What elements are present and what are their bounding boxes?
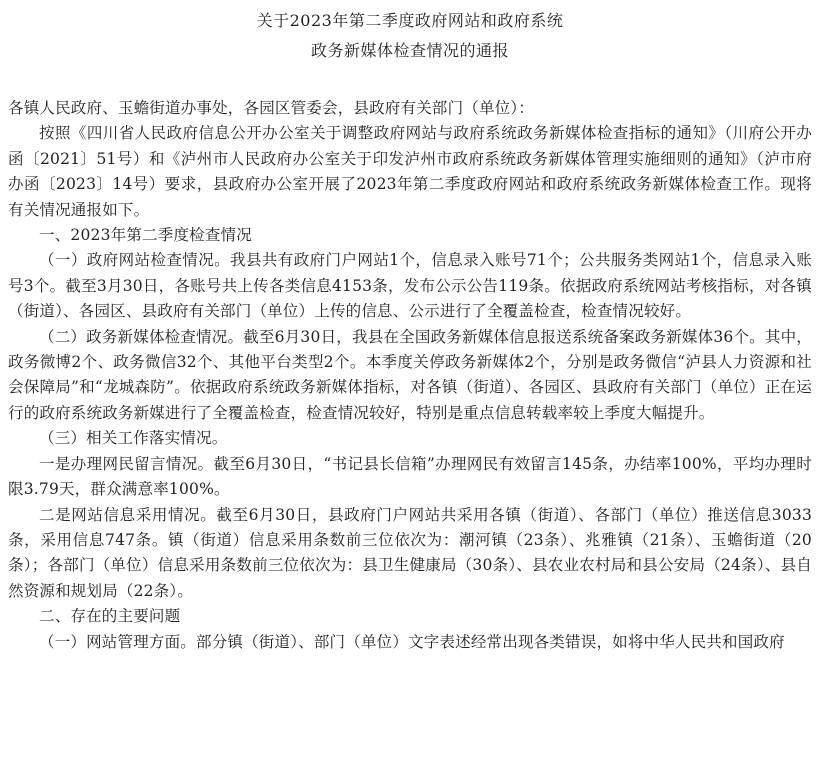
section-2-heading: 二、存在的主要问题 bbox=[39, 607, 181, 626]
document-body bbox=[8, 96, 812, 655]
salutation: 各镇人民政府、玉蟾街道办事处，各园区管委会，县政府有关部门（单位）： bbox=[8, 99, 535, 117]
section-1-item-3-paragraph-2: 二是网站信息采用情况。截至6月30日，县政府门户网站共采用各镇（街道）、各部门（单位）推送信息3033条，采用信息747条。镇（街道）信息采用条数前三位依次为：潮河镇（23条）、兆雅镇（21条）、玉蟾街道（20条）；各部门（单位）信息采用条数前三位依次为：县卫生健康局（30条）、县农业农村局和县公安局（24条）、县自然资源和规划局（22条）。 bbox=[8, 505, 812, 600]
section-2-item-1: （一）网站管理方面。部分镇（街道）、部门（单位）文字表述经常出现各类错误，如将中华人民共和国政府 bbox=[39, 632, 785, 651]
intro-paragraph: 按照《四川省人民政府信息公开办公室关于调整政府网站与政府系统政务新媒体检查指标的通知》（川府公开办函〔2021〕51号）和《泸州市人民政府办公室关于印发泸州市政府系统政务新媒体管理实施细则的通知》（泸市府办函〔2023〕14号）要求，县政府办公室开展了2023年第二季度政府网站和政府系统政务新媒体检查工作。现将有关情况通报如下。 bbox=[8, 124, 812, 219]
section-1-heading: 一、2023年第二季度检查情况 bbox=[39, 226, 252, 245]
document-title-line-1: 关于2023年第二季度政府网站和政府系统 bbox=[256, 11, 564, 30]
section-1-item-2: （二）政务新媒体检查情况。截至6月30日，我县在全国政务新媒体信息报送系统备案政务新媒体36个。其中，政务微博2个、政务微信32个、其他平台类型2个。本季度关停政务新媒体2个，分别是政务微信“泸县人力资源和社会保障局”和“龙城森防”。依据政府系统政务新媒体指标，对各镇（街道）、各园区、县政府有关部门（单位）正在运行的政府系统政务新媒进行了全覆盖检查，检查情况较好，特别是重点信息转载率较上季度大幅提升。 bbox=[8, 327, 812, 422]
document-title-line-2: 政务新媒体检查情况的通报 bbox=[310, 41, 509, 60]
section-1-item-3-paragraph-1: 一是办理网民留言情况。截至6月30日，“书记县长信箱”办理网民有效留言145条，办结率100%，平均办理时限3.79天，群众满意率100%。 bbox=[8, 454, 812, 499]
section-1-item-3-heading: （三）相关工作落实情况。 bbox=[39, 429, 228, 448]
section-1-item-1: （一）政府网站检查情况。我县共有政府门户网站1个，信息录入账号71个；公共服务类网站1个，信息录入账号3个。截至3月30日，各账号共上传各类信息4153条，发布公示公告119条。依据政府系统网站考核指标，对各镇（街道）、各园区、县政府有关部门（单位）上传的信息、公示进行了全覆盖检查，检查情况较好。 bbox=[8, 251, 812, 321]
